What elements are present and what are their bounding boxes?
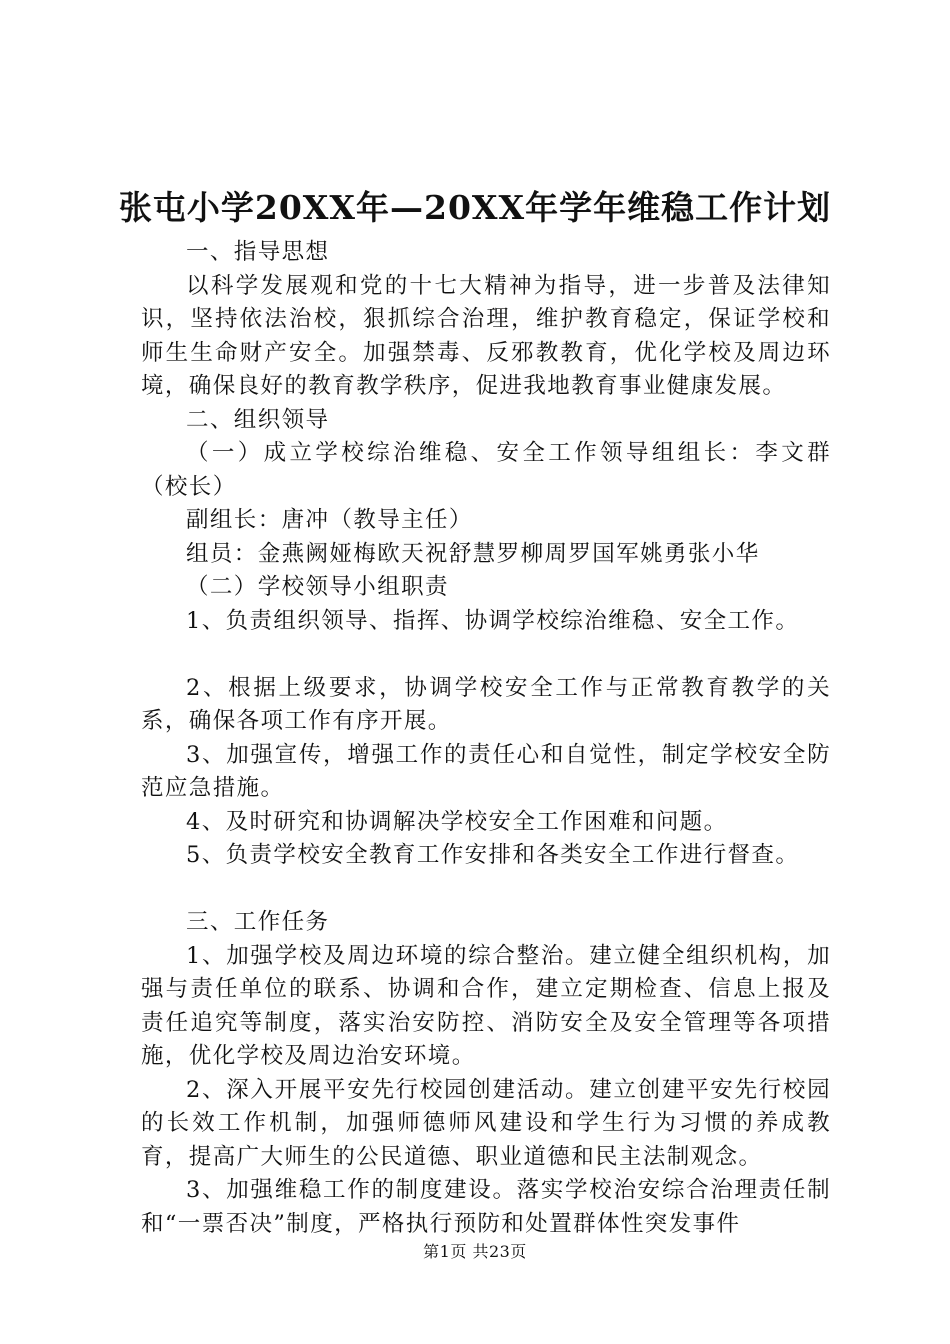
task-item-2: 2、深入开展平安先行校园创建活动。建立创建平安先行校园的长效工作机制，加强师德师风建设和学生行为习惯的养成教育，提高广大师生的公民道德、职业道德和民主法制观念。 (141, 1076, 831, 1170)
subheading-group-duties: （二）学校领导小组职责 (186, 574, 449, 600)
page-footer: 第1页 共23页 (423, 1242, 527, 1261)
task-item-3: 3、加强维稳工作的制度建设。落实学校治安综合治理责任制和“一票否决”制度，严格执行预防和处置群体性突发事件 (141, 1177, 831, 1237)
duty-item-5: 5、负责学校安全教育工作安排和各类安全工作进行督查。 (186, 842, 800, 868)
document-body (141, 236, 831, 1241)
section-heading-guiding-thought: 一、指导思想 (186, 239, 330, 265)
paragraph-members: 组员：金燕阙娅梅欧天祝舒慧罗柳周罗国军姚勇张小华 (186, 540, 760, 567)
paragraph-guiding-thought: 以科学发展观和党的十七大精神为指导，进一步普及法律知识，坚持依法治校，狠抓综合治理，维护教育稳定，保证学校和师生生命财产安全。加强禁毒、反邪教教育，优化学校及周边环境，确保良好的教育教学秩序，促进我地教育事业健康发展。 (141, 272, 831, 399)
paragraph-deputy-leader: 副组长：唐冲（教导主任） (186, 507, 473, 533)
duty-item-4: 4、及时研究和协调解决学校安全工作困难和问题。 (186, 808, 728, 835)
section-heading-organization: 二、组织领导 (186, 406, 330, 433)
spacer (141, 638, 831, 672)
duty-item-1: 1、负责组织领导、指挥、协调学校综治维稳、安全工作。 (186, 607, 800, 634)
section-heading-tasks: 三、工作任务 (186, 909, 330, 935)
duty-item-2: 2、根据上级要求，协调学校安全工作与正常教育教学的关系，确保各项工作有序开展。 (141, 674, 831, 734)
spacer (141, 873, 831, 907)
duty-item-3: 3、加强宣传，增强工作的责任心和自觉性，制定学校安全防范应急措施。 (141, 741, 831, 801)
paragraph-leadership-group: （一）成立学校综治维稳、安全工作领导组组长：李文群（校长） (141, 440, 831, 500)
document-title: 张屯小学20XX年—20XX年学年维稳工作计划 (118, 188, 832, 227)
task-item-1: 1、加强学校及周边环境的综合整治。建立健全组织机构，加强与责任单位的联系、协调和合作，建立定期检查、信息上报及责任追究等制度，落实治安防控、消防安全及安全管理等各项措施，优化学校及周边治安环境。 (141, 942, 831, 1069)
